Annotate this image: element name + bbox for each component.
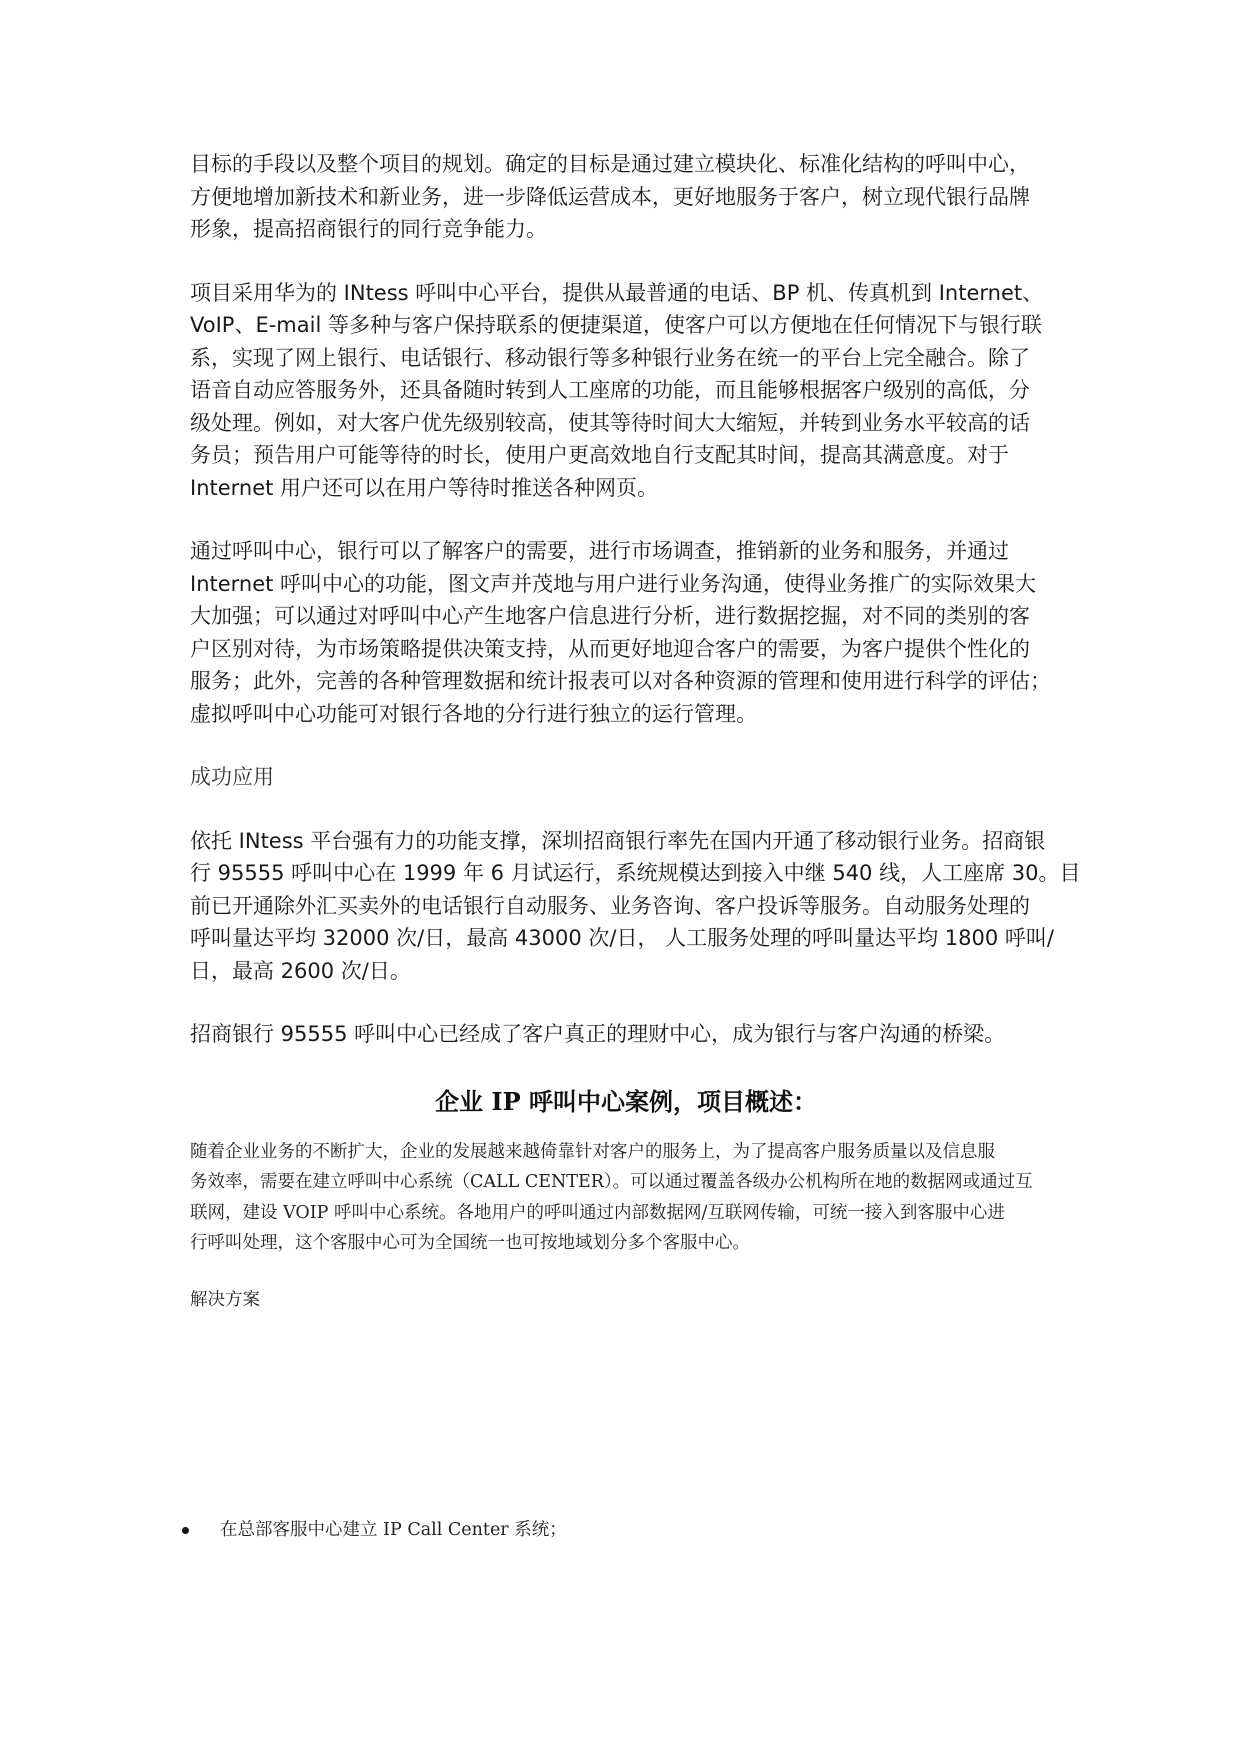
text-line: 依托 INtess 平台强有力的功能支撑，深圳招商银行率先在国内开通了移动银行业务。招商银 xyxy=(190,828,1046,853)
text-line: 日，最高 2600 次/日。 xyxy=(190,958,411,983)
text-line: 形象，提高招商银行的同行竞争能力。 xyxy=(190,217,547,241)
text-line: Internet 呼叫中心的功能，图文声并茂地与用户进行业务沟通，使得业务推广的实际效果大 xyxy=(190,571,1037,596)
text-line: 联网，建设 VOIP 呼叫中心系统。各地用户的呼叫通过内部数据网/互联网传输，可统一接入到客服中心进 xyxy=(190,1202,1005,1223)
text-line: 方便地增加新技术和新业务，进一步降低运营成本，更好地服务于客户，树立现代银行品牌 xyxy=(190,184,1030,209)
paragraph-case-overview xyxy=(190,1137,1062,1259)
text-line: 目标的手段以及整个项目的规划。确定的目标是通过建立模块化、标准化结构的呼叫中心， xyxy=(190,152,1030,176)
paragraph-success-detail xyxy=(190,825,1081,988)
list-item-text: 在总部客服中心建立 IP Call Center 系统； xyxy=(220,1520,567,1540)
text-line: 呼叫量达平均 32000 次/日，最高 43000 次/日， 人工服务处理的呼叫量达平均 1800 呼叫/ xyxy=(190,926,1055,950)
list-item xyxy=(180,1515,567,1545)
text-line: 务员；预告用户可能等待的时长，使用户更高效地自行支配其时间，提高其满意度。对于 xyxy=(190,443,1009,467)
paragraph-success-summary xyxy=(190,1018,1062,1051)
section-heading-success: 成功应用 xyxy=(190,765,274,789)
text-line: 行呼叫处理，这个客服中心可为全国统一也可按地域划分多个客服中心。 xyxy=(190,1233,750,1253)
text-line: 前已开通除外汇买卖外的电话银行自动服务、业务咨询、客户投诉等服务。自动服务处理的 xyxy=(190,893,1030,918)
text-line: Internet 用户还可以在用户等待时推送各种网页。 xyxy=(190,475,659,500)
text-line: 行 95555 呼叫中心在 1999 年 6 月试运行，系统规模达到接入中继 540 线，人工座席 30。目 xyxy=(190,861,1081,885)
paragraph-benefits xyxy=(190,535,1062,730)
text-line: 服务；此外，完善的各种管理数据和统计报表可以对各种资源的管理和使用进行科学的评估； xyxy=(190,669,1051,693)
text-line: 户区别对待，为市场策略提供决策支持，从而更好地迎合客户的需要，为客户提供个性化的 xyxy=(190,636,1030,661)
text-line: 系，实现了网上银行、电话银行、移动银行等多种银行业务在统一的平台上完全融合。除了 xyxy=(190,345,1030,370)
paragraph-platform xyxy=(190,277,1062,505)
text-line: 招商银行 95555 呼叫中心已经成了客户真正的理财中心，成为银行与客户沟通的桥梁。 xyxy=(190,1022,1006,1046)
case-title: 企业 IP 呼叫中心案例，项目概述： xyxy=(435,1086,817,1116)
section-heading-solution: 解决方案 xyxy=(190,1289,260,1310)
document-page xyxy=(190,148,1081,1315)
text-line: 项目采用华为的 INtess 呼叫中心平台，提供从最普通的电话、BP 机、传真机到 Internet、 xyxy=(190,280,1044,305)
paragraph-goal xyxy=(190,148,1062,246)
bullet-icon xyxy=(182,1527,189,1534)
solution-bullet-list xyxy=(180,1515,567,1545)
text-line: 随着企业业务的不断扩大，企业的发展越来越倚靠针对客户的服务上，为了提高客户服务质量以及信息服 xyxy=(190,1141,995,1162)
text-line: 语音自动应答服务外，还具备随时转到人工座席的功能，而且能够根据客户级别的高低，分 xyxy=(190,378,1030,402)
text-line: 虚拟呼叫中心功能可对银行各地的分行进行独立的运行管理。 xyxy=(190,701,757,726)
text-line: VoIP、E-mail 等多种与客户保持联系的便捷渠道，使客户可以方便地在任何情况下与银行联 xyxy=(190,313,1042,337)
text-line: 大加强；可以通过对呼叫中心产生地客户信息进行分析，进行数据挖掘，对不同的类别的客 xyxy=(190,604,1030,628)
text-line: 通过呼叫中心，银行可以了解客户的需要，进行市场调查，推销新的业务和服务，并通过 xyxy=(190,539,1009,563)
text-line: 务效率，需要在建立呼叫中心系统（CALL CENTER）。可以通过覆盖各级办公机构所在地的数据网或通过互 xyxy=(190,1172,1033,1192)
text-line: 级处理。例如，对大客户优先级别较高，使其等待时间大大缩短，并转到业务水平较高的话 xyxy=(190,410,1030,435)
